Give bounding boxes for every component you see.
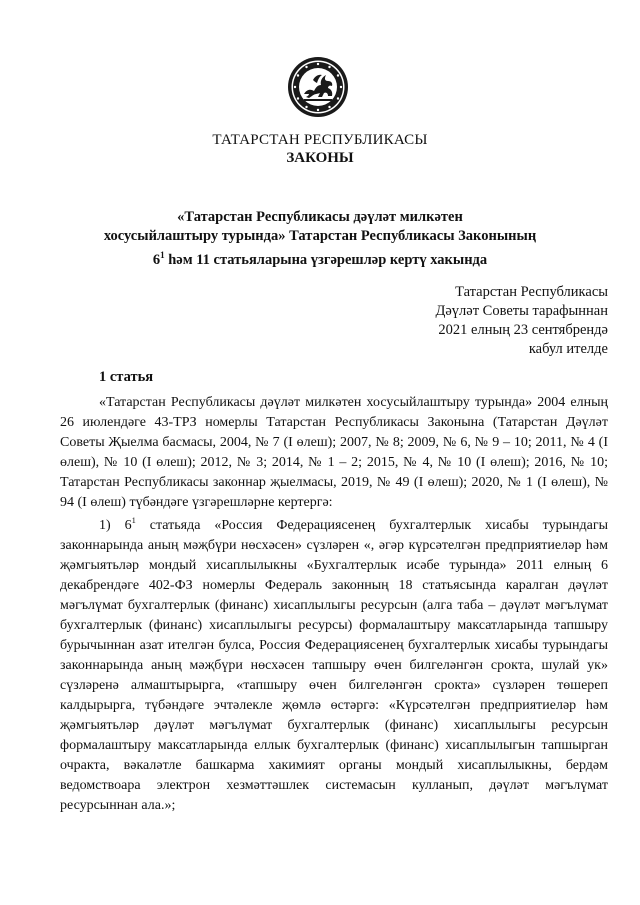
law-title <box>60 208 580 270</box>
republic-heading: ТАТАРСТАН РЕСПУБЛИКАСЫ <box>212 132 428 148</box>
adoption-note <box>348 283 608 359</box>
adoption-line-3: 2021 елның 23 сентябрендә <box>438 322 608 338</box>
body-paragraph-1: «Татарстан Республикасы дәүләт милкәтен хосусыйлаштыру турында» 2004 елның 26 июлендәге 43-ТРЗ номерлы Татарстан Республикасы Законына (Татарстан Дәүләт Советы Җыелма басмасы, 2004, № 7 (I өлеш); 2007, № 8; 2009, № 6, № 9 – 10; 2011, № 4 (I өлеш), № 10 (I өлеш); 2012, № 3; 2014, № 1 – 2; 2015, № 4, № 10 (I өлеш); 2016, № 10; Татарстан Республикасы законнар җыелмасы, 2019, № 49 (I өлеш); 2020, № 1 (I өлеш), № 94 (I өлеш) түбәндәге үзгәрешләрне кертергә: <box>60 395 608 510</box>
law-title-line-2: хосусыйлаштыру турында» Татарстан Республикасы Законының <box>103 228 537 244</box>
law-title-line-1: «Татарстан Республикасы дәүләт милкәтен <box>177 209 463 225</box>
law-title-line-3 <box>60 246 580 270</box>
law-title-line-3-text: һәм 11 статьяларына үзгәрешләр кертү хакында <box>164 252 488 268</box>
adoption-line-1: Татарстан Республикасы <box>455 284 608 300</box>
article-number: 6 <box>152 252 161 268</box>
law-heading: ЗАКОНЫ <box>286 150 354 166</box>
article-heading: 1 статья <box>99 369 154 385</box>
body-paragraph-2-text: статьяда «Россия Федерациясенең бухгалтерлык хисабы турындагы законнарында аның мәҗбүри нөсхәсен» сүзләрен «, әгәр күрсәтелгән предприятиеләр һәм җәмгыятьләр мондый хисаплылыкны «Бухгалтерлык исәбе турында» 2011 елның 6 декабрендәге 402-ФЗ номерлы Федераль законның 18 статьясында каралган дәүләт мәгълүмат бухгалтерлык (финанс) хисаплылыгы ресурсын (алга таба – дәүләт мәгълүмат бухгалтерлык (финанс) хисаплылыгы ресурсы) формалаштыру максатларында тапшыру бурычыннан азат ителгән булса, Россия Федерациясенең бухгалтерлык хисабы турындагы законнарында аның мәҗбүри нөсхәсен тапшыру өчен билгеләнгән срокта, шулай ук» сүзләренә алмаштырырга, «тапшыру өчен билгеләнгән срокта» сүзләрен төшереп калдырырга, түбәндәге эчтәлекле җөмлә өстәргә: «Күрсәтелгән предприятиеләр һәм җәмгыятьләр дәүләт мәгълүмат бухгалтерлык (финанс) хисаплылыгы ресурсын формалаштыру максатларында еллык бухгалтерлык (финанс) хисаплылыгын тапшырган очракта, вәкаләтле башкарма хакимият органы мондый хисаплылыкны, бердәм ведомствоара электрон хезмәттәшлек системасын кулланып, дәүләт мәгълүмат ресурсыннан ала.»; <box>60 518 608 813</box>
item-number: 1) 6 <box>99 518 132 533</box>
article-number-superscript: 1 <box>160 250 165 260</box>
body-paragraph-2 <box>60 516 608 816</box>
item-superscript: 1 <box>131 515 136 525</box>
adoption-line-4: кабул ителде <box>528 341 608 357</box>
adoption-line-2: Дәүләт Советы тарафыннан <box>435 303 608 319</box>
tatarstan-coat-of-arms-icon <box>287 56 349 118</box>
